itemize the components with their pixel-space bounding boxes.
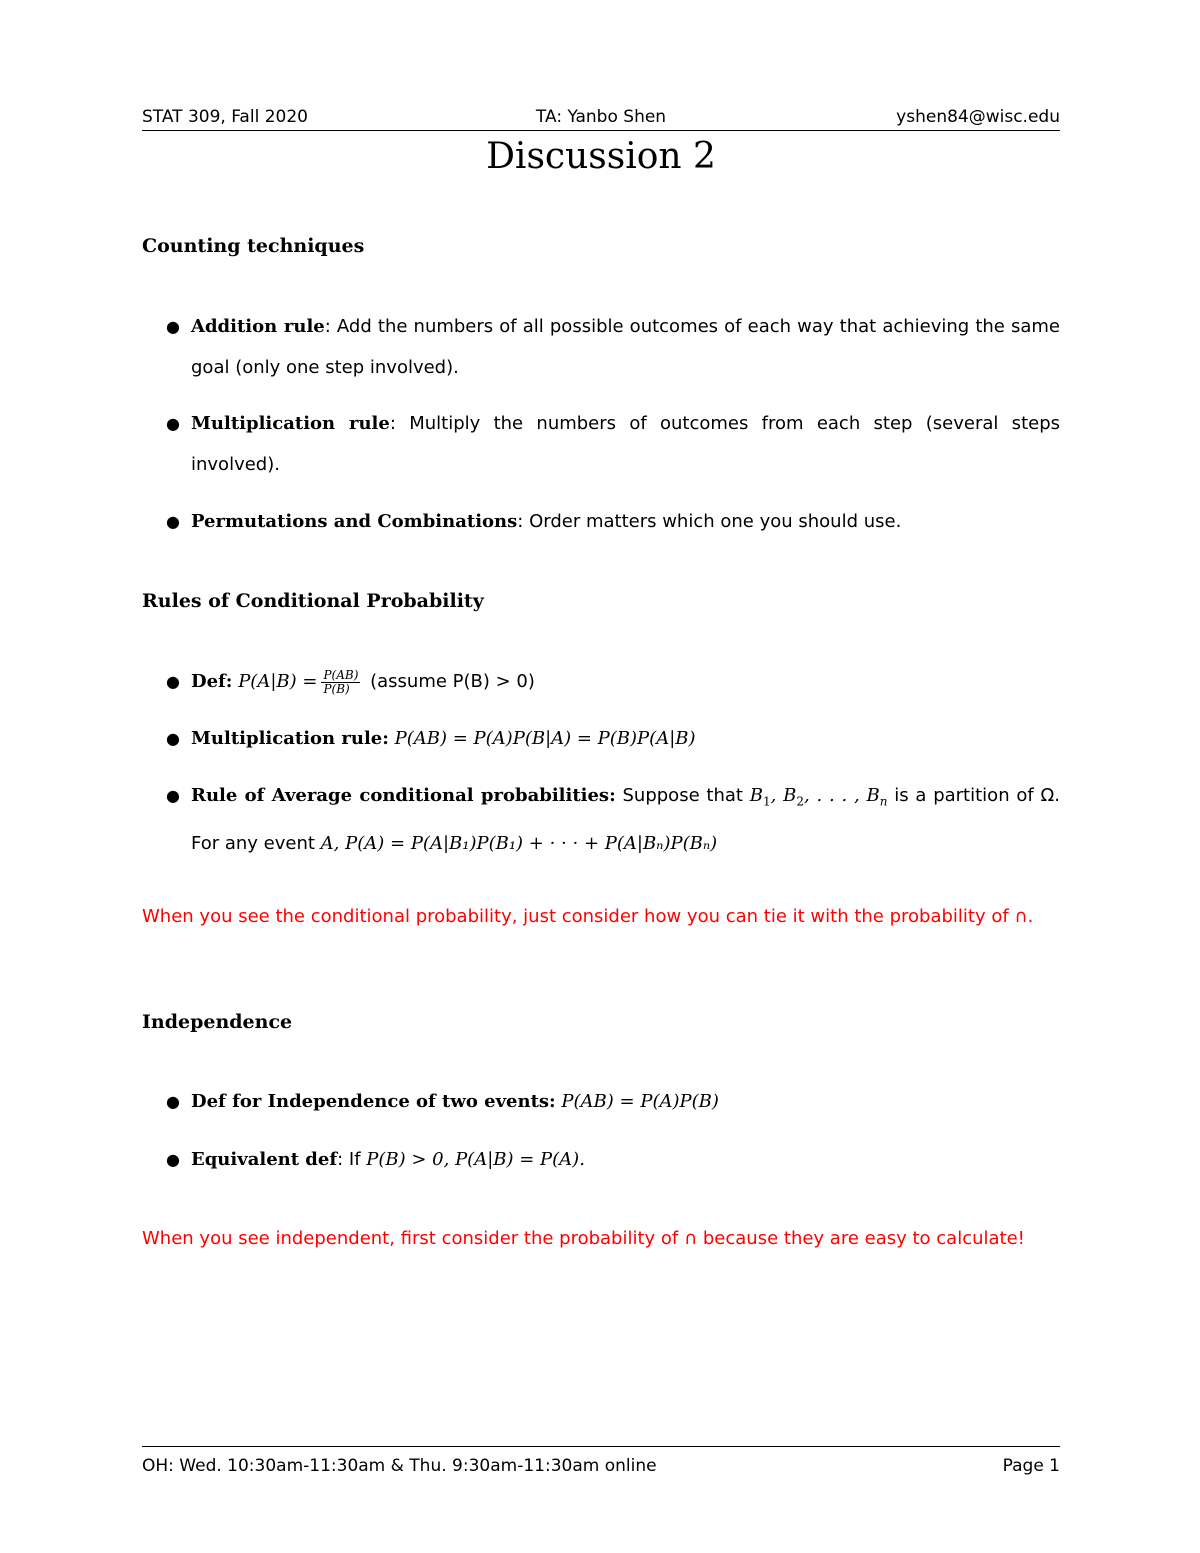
term-multiplication-rule: Multiplication rule bbox=[191, 413, 390, 434]
bullet-dot-icon: ● bbox=[166, 512, 180, 531]
partition-bn-sub: n bbox=[879, 794, 888, 809]
def-numerator: P(AB) bbox=[323, 667, 359, 682]
term-conditional-multiplication: Multiplication rule: bbox=[191, 728, 389, 749]
list-item-equivalent-def bbox=[142, 1139, 1060, 1180]
term-average-conditional: Rule of Average conditional probabilities: bbox=[191, 785, 616, 806]
bullet-dot-icon: ● bbox=[166, 786, 180, 805]
term-equivalent-def: Equivalent def bbox=[191, 1149, 338, 1170]
section-heading-independence: Independence bbox=[142, 1011, 293, 1033]
footer-page-number: Page 1 bbox=[1002, 1456, 1060, 1476]
conditional-multiplication-formula: P(AB) = P(A)P(B|A) = P(B)P(A|B) bbox=[394, 728, 696, 749]
average-formula: P(A) = P(A|B₁)P(B₁) + · · · + P(A|Bₙ)P(Bₙ) bbox=[345, 832, 718, 854]
term-permutations: Permutations and Combinations bbox=[191, 511, 518, 532]
independence-formula: P(AB) = P(A)P(B) bbox=[561, 1091, 719, 1112]
partition-b2: B bbox=[783, 785, 797, 806]
bullet-dot-icon: ● bbox=[166, 317, 180, 336]
bullet-dot-icon: ● bbox=[166, 1092, 180, 1111]
bullet-dot-icon: ● bbox=[166, 672, 180, 691]
list-item-average-conditional: ● Rule of Average conditional probabilities: Suppose that $B_1$, $B_2$, . . . , $B_n$ is a partition of Ω. For any event A, P(A) = P(A|B₁)P(B₁) + · · · + P(A|Bₙ)P(Bₙ) bbox=[142, 775, 1060, 864]
header-course: STAT 309, Fall 2020 bbox=[142, 107, 308, 127]
list-item-addition-rule bbox=[142, 306, 1060, 388]
term-independence-def: Def for Independence of two events: bbox=[191, 1091, 556, 1112]
text-permutations: : Order matters which one you should use. bbox=[517, 511, 902, 532]
text-multiplication-rule: : Multiply the numbers of outcomes from each step (several steps involved). bbox=[191, 413, 1060, 475]
def-lhs: P(A|B) = bbox=[238, 671, 318, 692]
list-item-independence-def bbox=[142, 1081, 1060, 1122]
def-assume: (assume P(B) > 0) bbox=[370, 671, 535, 692]
partition-bn: B bbox=[866, 785, 880, 806]
note-independence: When you see independent, first consider the probability of ∩ because they are easy to calculate! bbox=[142, 1228, 1025, 1249]
list-item-multiplication-rule bbox=[142, 403, 1060, 485]
text-addition-rule: : Add the numbers of all possible outcomes of each way that achieving the same goal (only one step involved). bbox=[191, 316, 1060, 378]
def-fraction bbox=[321, 669, 360, 696]
list-item-conditional-multiplication bbox=[142, 718, 1060, 759]
equivalent-formula: P(B) > 0, P(A|B) = P(A). bbox=[366, 1149, 585, 1170]
partition-dots: , . . . , bbox=[804, 785, 860, 806]
footer-office-hours: OH: Wed. 10:30am-11:30am & Thu. 9:30am-11:30am online bbox=[142, 1456, 657, 1476]
equivalent-text: : If bbox=[337, 1149, 361, 1170]
average-text-1: Suppose that bbox=[622, 785, 743, 806]
note-conditional: When you see the conditional probability, just consider how you can tie it with the probability of ∩. bbox=[142, 906, 1034, 927]
page-title: Discussion 2 bbox=[486, 136, 716, 177]
bullet-dot-icon: ● bbox=[166, 414, 180, 433]
bullet-dot-icon: ● bbox=[166, 729, 180, 748]
def-denominator: P(B) bbox=[323, 681, 350, 696]
term-def: Def: bbox=[191, 671, 233, 692]
section-heading-conditional: Rules of Conditional Probability bbox=[142, 590, 484, 612]
list-item-permutations bbox=[142, 501, 1060, 542]
partition-b1: B bbox=[749, 785, 763, 806]
document-page bbox=[142, 0, 1060, 1553]
header-ta: TA: Yanbo Shen bbox=[535, 107, 667, 127]
page-footer bbox=[142, 1446, 1060, 1476]
partition-b2-sub: 2 bbox=[796, 794, 805, 809]
term-addition-rule: Addition rule bbox=[191, 316, 325, 337]
average-text-2: is a partition of Ω. For any event bbox=[191, 785, 1060, 854]
bullet-dot-icon: ● bbox=[166, 1150, 180, 1169]
header-email: yshen84@wisc.edu bbox=[896, 107, 1060, 127]
partition-b1-sub: 1 bbox=[763, 794, 771, 809]
list-item-conditional-def bbox=[142, 661, 1060, 702]
section-heading-counting: Counting techniques bbox=[142, 235, 365, 257]
page-header bbox=[142, 106, 1060, 131]
average-event: A, bbox=[320, 832, 340, 854]
